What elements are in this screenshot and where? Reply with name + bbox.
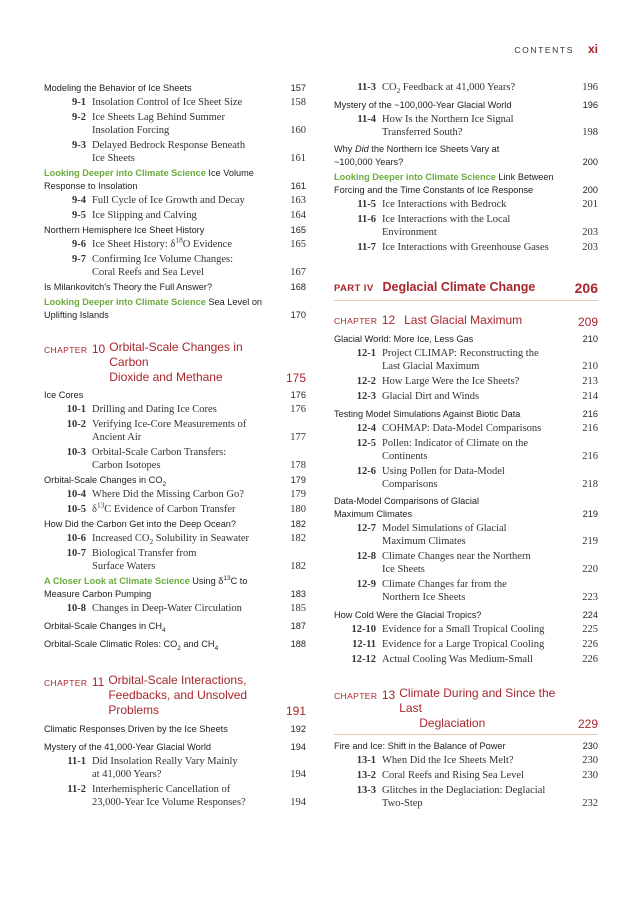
toc-entry[interactable] xyxy=(44,253,306,279)
page-number: 206 xyxy=(574,280,598,296)
entry-number: 12-9 xyxy=(356,579,376,590)
page-number: 210 xyxy=(582,334,598,344)
page-number: 165 xyxy=(290,225,306,235)
entry-title: Model Simulations of Glacial Maximum Climates xyxy=(382,523,507,547)
toc-section[interactable] xyxy=(44,741,306,754)
page-number: 201 xyxy=(582,199,598,210)
toc-entry[interactable] xyxy=(334,213,598,239)
toc-entry[interactable] xyxy=(44,532,306,545)
page-number: 188 xyxy=(290,639,306,649)
section-title: Orbital-Scale Changes in $CO_2$ xyxy=(44,475,167,488)
page-number: 216 xyxy=(582,409,598,419)
entry-number: 9-7 xyxy=(72,254,86,265)
entry-title: Verifying Ice-Core Measurements of Ancient Air xyxy=(92,419,247,443)
feature-title: Looking Deeper into Climate Science Sea Level on Uplifting Islands xyxy=(44,297,263,320)
page-number: 194 xyxy=(290,742,306,752)
page-number: 200 xyxy=(582,157,598,167)
entry-number: 12-8 xyxy=(356,551,376,562)
page-number: 203 xyxy=(582,227,598,238)
section-title: How Cold Were the Glacial Tropics? xyxy=(334,610,482,620)
toc-column-left xyxy=(44,80,306,811)
page-number: 230 xyxy=(582,741,598,751)
entry-number: 9-3 xyxy=(72,140,86,151)
feature-title: Looking Deeper into Climate Science Link Between Forcing and the Time Constants of Ice Response xyxy=(334,172,554,195)
entry-number: 11-4 xyxy=(357,114,376,125)
page-number: 182 xyxy=(290,533,306,544)
toc-entry[interactable] xyxy=(334,550,598,576)
toc-entry[interactable] xyxy=(334,578,598,604)
toc-entry[interactable] xyxy=(334,81,598,94)
feature-box-entry[interactable] xyxy=(334,171,598,197)
feature-title: Looking Deeper into Climate Science Ice Volume Response to Insolation xyxy=(44,168,254,191)
toc-entry[interactable] xyxy=(334,784,598,810)
entry-title: Confirming Ice Volume Changes: Coral Reefs and Sea Level xyxy=(92,254,234,278)
entry-title: Ice Interactions with Bedrock xyxy=(382,199,507,210)
chapter-title: CHAPTER 12 Last Glacial Maximum xyxy=(334,313,523,327)
section-title: Modeling the Behavior of Ice Sheets xyxy=(44,83,192,93)
toc-section[interactable] xyxy=(44,723,306,736)
entry-number: 12-2 xyxy=(356,376,376,387)
section-title: How Did the Carbon Get into the Deep Ocean? xyxy=(44,519,237,529)
entry-number: 9-6 xyxy=(72,239,86,250)
entry-number: 9-1 xyxy=(72,97,86,108)
page-number: 175 xyxy=(285,371,306,385)
page-number: 223 xyxy=(582,592,598,603)
section-title: Testing Model Simulations Against Biotic Data xyxy=(334,409,521,419)
entry-number: 11-6 xyxy=(357,214,376,225)
chapter-heading[interactable] xyxy=(334,686,598,735)
page-number: 158 xyxy=(290,97,306,108)
toc-entry[interactable] xyxy=(334,522,598,548)
page-number: 176 xyxy=(290,404,306,415)
toc-entry[interactable] xyxy=(44,446,306,472)
entry-number: 12-4 xyxy=(356,423,376,434)
entry-title: Insolation Control of Ice Sheet Size xyxy=(92,97,243,108)
toc-entry[interactable] xyxy=(334,638,598,651)
entry-number: 10-6 xyxy=(66,533,86,544)
page-number: 196 xyxy=(582,100,598,110)
chapter-title: CHAPTER 11 Orbital-Scale Interactions, Feedbacks, and Unsolved Problems xyxy=(44,673,248,717)
page-number: 176 xyxy=(290,390,306,400)
entry-number: 10-7 xyxy=(66,548,86,559)
page-number: 165 xyxy=(290,239,306,250)
page-number: 196 xyxy=(582,82,598,93)
toc-entry[interactable] xyxy=(334,623,598,636)
page-number: 230 xyxy=(582,770,598,781)
page-number: 179 xyxy=(290,489,306,500)
page-number: 194 xyxy=(290,797,306,808)
entry-title: Drilling and Dating Ice Cores xyxy=(92,404,217,415)
entry-number: 12-10 xyxy=(351,624,376,635)
toc-entry[interactable] xyxy=(44,755,306,781)
page-number: 187 xyxy=(290,621,306,631)
part-heading[interactable] xyxy=(334,278,598,301)
entry-title: How Is the Northern Ice Signal Transferred South? xyxy=(382,114,514,138)
header-page-number: xi xyxy=(587,42,598,56)
entry-number: 11-3 xyxy=(357,82,376,93)
section-title: Orbital-Scale Climatic Roles: $CO_2$ and $CH_4$ xyxy=(44,639,219,652)
entry-number: 10-4 xyxy=(66,489,86,500)
entry-title: Ice Interactions with the Local Environment xyxy=(382,214,511,238)
toc-entry[interactable] xyxy=(334,437,598,463)
page-number: 209 xyxy=(577,315,598,329)
entry-title: Evidence for a Large Tropical Cooling xyxy=(382,639,545,650)
page-number: 182 xyxy=(290,561,306,572)
page-number: 183 xyxy=(290,589,306,599)
entry-title: Full Cycle of Ice Growth and Decay xyxy=(92,195,245,206)
entry-title: Orbital-Scale Carbon Transfers: Carbon Isotopes xyxy=(92,447,227,471)
entry-title: Delayed Bedrock Response Beneath Ice Sheets xyxy=(92,140,246,164)
toc-entry[interactable] xyxy=(44,194,306,207)
page-number: 203 xyxy=(582,242,598,253)
toc-section[interactable] xyxy=(334,495,598,521)
toc-entry[interactable] xyxy=(44,96,306,109)
section-title: Mystery of the ~100,000-Year Glacial World xyxy=(334,100,512,110)
entry-title: Glacial Dirt and Winds xyxy=(382,391,480,402)
feature-box-entry[interactable] xyxy=(44,296,306,322)
section-title: Orbital-Scale Changes in $CH_4$ xyxy=(44,621,166,634)
entry-title: Changes in Deep-Water Circulation xyxy=(92,603,242,614)
page-number: 229 xyxy=(577,717,598,731)
toc-entry[interactable] xyxy=(334,653,598,666)
page-number: 178 xyxy=(290,460,306,471)
part-title: PART IV Deglacial Climate Change xyxy=(334,280,536,294)
toc-entry[interactable] xyxy=(334,390,598,403)
header-label: CONTENTS xyxy=(514,45,574,55)
page-number: 219 xyxy=(582,509,598,519)
page-number: 170 xyxy=(290,310,306,320)
feature-box-entry[interactable] xyxy=(44,575,306,601)
chapter-title: CHAPTER 13 Climate During and Since the Last Deglaciation xyxy=(334,686,556,730)
page-number: 177 xyxy=(290,432,306,443)
page-number: 185 xyxy=(290,603,306,614)
entry-number: 11-7 xyxy=(357,242,376,253)
page-number: 200 xyxy=(582,185,598,195)
entry-number: 12-5 xyxy=(356,438,376,449)
entry-number: 12-3 xyxy=(356,391,376,402)
toc-section[interactable] xyxy=(44,638,306,651)
toc-entry[interactable] xyxy=(334,465,598,491)
toc-section[interactable] xyxy=(44,474,306,487)
entry-number: 10-2 xyxy=(66,419,86,430)
entry-number: 11-5 xyxy=(357,199,376,210)
toc-section[interactable] xyxy=(334,99,598,112)
entry-title: Actual Cooling Was Medium-Small xyxy=(382,654,533,665)
page-number: 168 xyxy=(290,282,306,292)
entry-title: Interhemispheric Cancellation of 23,000-Year Ice Volume Responses? xyxy=(92,784,246,808)
entry-title: How Large Were the Ice Sheets? xyxy=(382,376,520,387)
section-title: Climatic Responses Driven by the Ice Sheets xyxy=(44,724,228,734)
toc-entry[interactable] xyxy=(44,602,306,615)
toc-entry[interactable] xyxy=(334,347,598,373)
page-number: 213 xyxy=(582,376,598,387)
entry-title: Ice Sheets Lag Behind Summer Insolation Forcing xyxy=(92,112,225,136)
entry-number: 10-3 xyxy=(66,447,86,458)
toc-entry[interactable] xyxy=(44,547,306,573)
page-number: 160 xyxy=(290,125,306,136)
entry-title: Coral Reefs and Rising Sea Level xyxy=(382,770,525,781)
toc-entry[interactable] xyxy=(44,783,306,809)
toc-section[interactable] xyxy=(334,333,598,346)
toc-entry[interactable] xyxy=(44,235,306,251)
page-number: 225 xyxy=(582,624,598,635)
toc-entry[interactable] xyxy=(44,209,306,222)
entry-number: 10-8 xyxy=(66,603,86,614)
entry-title: Biological Transfer from Surface Waters xyxy=(92,548,197,572)
toc-section[interactable] xyxy=(44,389,306,402)
entry-number: 12-7 xyxy=(356,523,376,534)
page-number: 163 xyxy=(290,195,306,206)
section-title: Fire and Ice: Shift in the Balance of Power xyxy=(334,741,506,751)
page-number: 216 xyxy=(582,451,598,462)
toc-section[interactable] xyxy=(334,143,598,169)
entry-number: 13-3 xyxy=(356,785,376,796)
toc-entry[interactable] xyxy=(334,754,598,767)
entry-number: 10-1 xyxy=(66,404,86,415)
entry-title: Did Insolation Really Vary Mainly at 41,000 Years? xyxy=(92,756,238,780)
entry-title: Increased $CO_2$ Solubility in Seawater xyxy=(92,533,250,547)
toc-entry[interactable] xyxy=(44,488,306,501)
entry-number: 9-2 xyxy=(72,112,86,123)
page-number: 219 xyxy=(582,536,598,547)
entry-number: 12-1 xyxy=(356,348,376,359)
page-number: 198 xyxy=(582,127,598,138)
entry-title: When Did the Ice Sheets Melt? xyxy=(382,755,514,766)
page-number: 194 xyxy=(290,769,306,780)
page-number: 182 xyxy=(290,519,306,529)
entry-number: 9-5 xyxy=(72,210,86,221)
entry-title: Ice Interactions with Greenhouse Gases xyxy=(382,242,549,253)
running-header xyxy=(514,42,598,56)
toc-entry[interactable] xyxy=(334,375,598,388)
entry-title: Project CLIMAP: Reconstructing the Last Glacial Maximum xyxy=(382,348,539,372)
toc-entry[interactable] xyxy=(44,111,306,137)
chapter-heading[interactable] xyxy=(44,673,306,718)
entry-number: 12-11 xyxy=(352,639,376,650)
toc-entry[interactable] xyxy=(44,418,306,444)
toc-entry[interactable] xyxy=(334,422,598,435)
page-number: 167 xyxy=(290,267,306,278)
section-title: Ice Cores xyxy=(44,390,84,400)
section-title: Mystery of the 41,000-Year Glacial World xyxy=(44,742,211,752)
toc-entry[interactable] xyxy=(334,113,598,139)
section-title: Why Did the Northern Ice Sheets Vary at ~100,000 Years? xyxy=(334,144,500,167)
entry-title: Climate Changes far from the Northern Ice Sheets xyxy=(382,579,507,603)
entry-title: Where Did the Missing Carbon Go? xyxy=(92,489,244,500)
page-number: 226 xyxy=(582,654,598,665)
toc-column-right xyxy=(334,80,598,812)
entry-number: 11-1 xyxy=(67,756,86,767)
page-number: 192 xyxy=(290,724,306,734)
page-number: 161 xyxy=(290,181,306,191)
toc-entry[interactable] xyxy=(334,198,598,211)
page-number: 224 xyxy=(582,610,598,620)
entry-title: COHMAP: Data-Model Comparisons xyxy=(382,423,542,434)
entry-number: 13-1 xyxy=(356,755,376,766)
toc-entry[interactable] xyxy=(44,500,306,516)
entry-title: Ice Slipping and Calving xyxy=(92,210,197,221)
page-number: 216 xyxy=(582,423,598,434)
entry-title: Climate Changes near the Northern Ice Sheets xyxy=(382,551,531,575)
feature-box-entry[interactable] xyxy=(44,167,306,193)
toc-section[interactable] xyxy=(334,740,598,753)
page-number: 218 xyxy=(582,479,598,490)
page-number: 191 xyxy=(285,704,306,718)
page-number: 164 xyxy=(290,210,306,221)
page-number: 226 xyxy=(582,639,598,650)
entry-title: Pollen: Indicator of Climate on the Continents xyxy=(382,438,529,462)
page-number: 220 xyxy=(582,564,598,575)
toc-entry[interactable] xyxy=(44,139,306,165)
chapter-title: CHAPTER 10 Orbital-Scale Changes in Carbon Dioxide and Methane xyxy=(44,340,243,384)
chapter-heading[interactable] xyxy=(44,340,306,385)
toc-section[interactable] xyxy=(44,518,306,531)
chapter-heading[interactable] xyxy=(334,311,598,329)
page-number: 180 xyxy=(290,504,306,515)
page-number: 232 xyxy=(582,798,598,809)
page-number: 157 xyxy=(290,83,306,93)
section-title: Is Milankovitch's Theory the Full Answer? xyxy=(44,282,213,292)
toc-section[interactable] xyxy=(44,281,306,294)
entry-number: 13-2 xyxy=(356,770,376,781)
section-title: Glacial World: More Ice, Less Gas xyxy=(334,334,474,344)
toc-entry[interactable] xyxy=(334,769,598,782)
page-number: 179 xyxy=(290,475,306,485)
toc-section[interactable] xyxy=(334,408,598,421)
entry-number: 12-6 xyxy=(356,466,376,477)
page-number: 230 xyxy=(582,755,598,766)
feature-title: A Closer Look at Climate Science Using $\delta^{13}C$ to Measure Carbon Pumping xyxy=(44,574,248,599)
entry-number: 12-12 xyxy=(351,654,376,665)
toc-entry[interactable] xyxy=(44,403,306,416)
toc-section[interactable] xyxy=(334,609,598,622)
entry-title: Using Pollen for Data-Model Comparisons xyxy=(382,466,505,490)
entry-title: $CO_2$ Feedback at 41,000 Years? xyxy=(382,82,516,96)
entry-title: Evidence for a Small Tropical Cooling xyxy=(382,624,545,635)
toc-section[interactable] xyxy=(44,620,306,633)
entry-title: Glitches in the Deglaciation: Deglacial Two-Step xyxy=(382,785,546,809)
section-title: Data-Model Comparisons of Glacial Maximum Climates xyxy=(334,496,480,519)
entry-number: 9-4 xyxy=(72,195,86,206)
page-number: 161 xyxy=(290,153,306,164)
toc-entry[interactable] xyxy=(334,241,598,254)
section-title: Northern Hemisphere Ice Sheet History xyxy=(44,225,205,235)
page-number: 214 xyxy=(582,391,598,402)
toc-section[interactable] xyxy=(44,82,306,95)
page-number: 210 xyxy=(582,361,598,372)
entry-title: $\delta^{13}C$ Evidence of Carbon Transfer xyxy=(92,500,236,515)
entry-title: Ice Sheet History: $\delta^{18}O$ Evidence xyxy=(92,235,233,250)
entry-number: 11-2 xyxy=(67,784,86,795)
entry-number: 10-5 xyxy=(66,504,86,515)
